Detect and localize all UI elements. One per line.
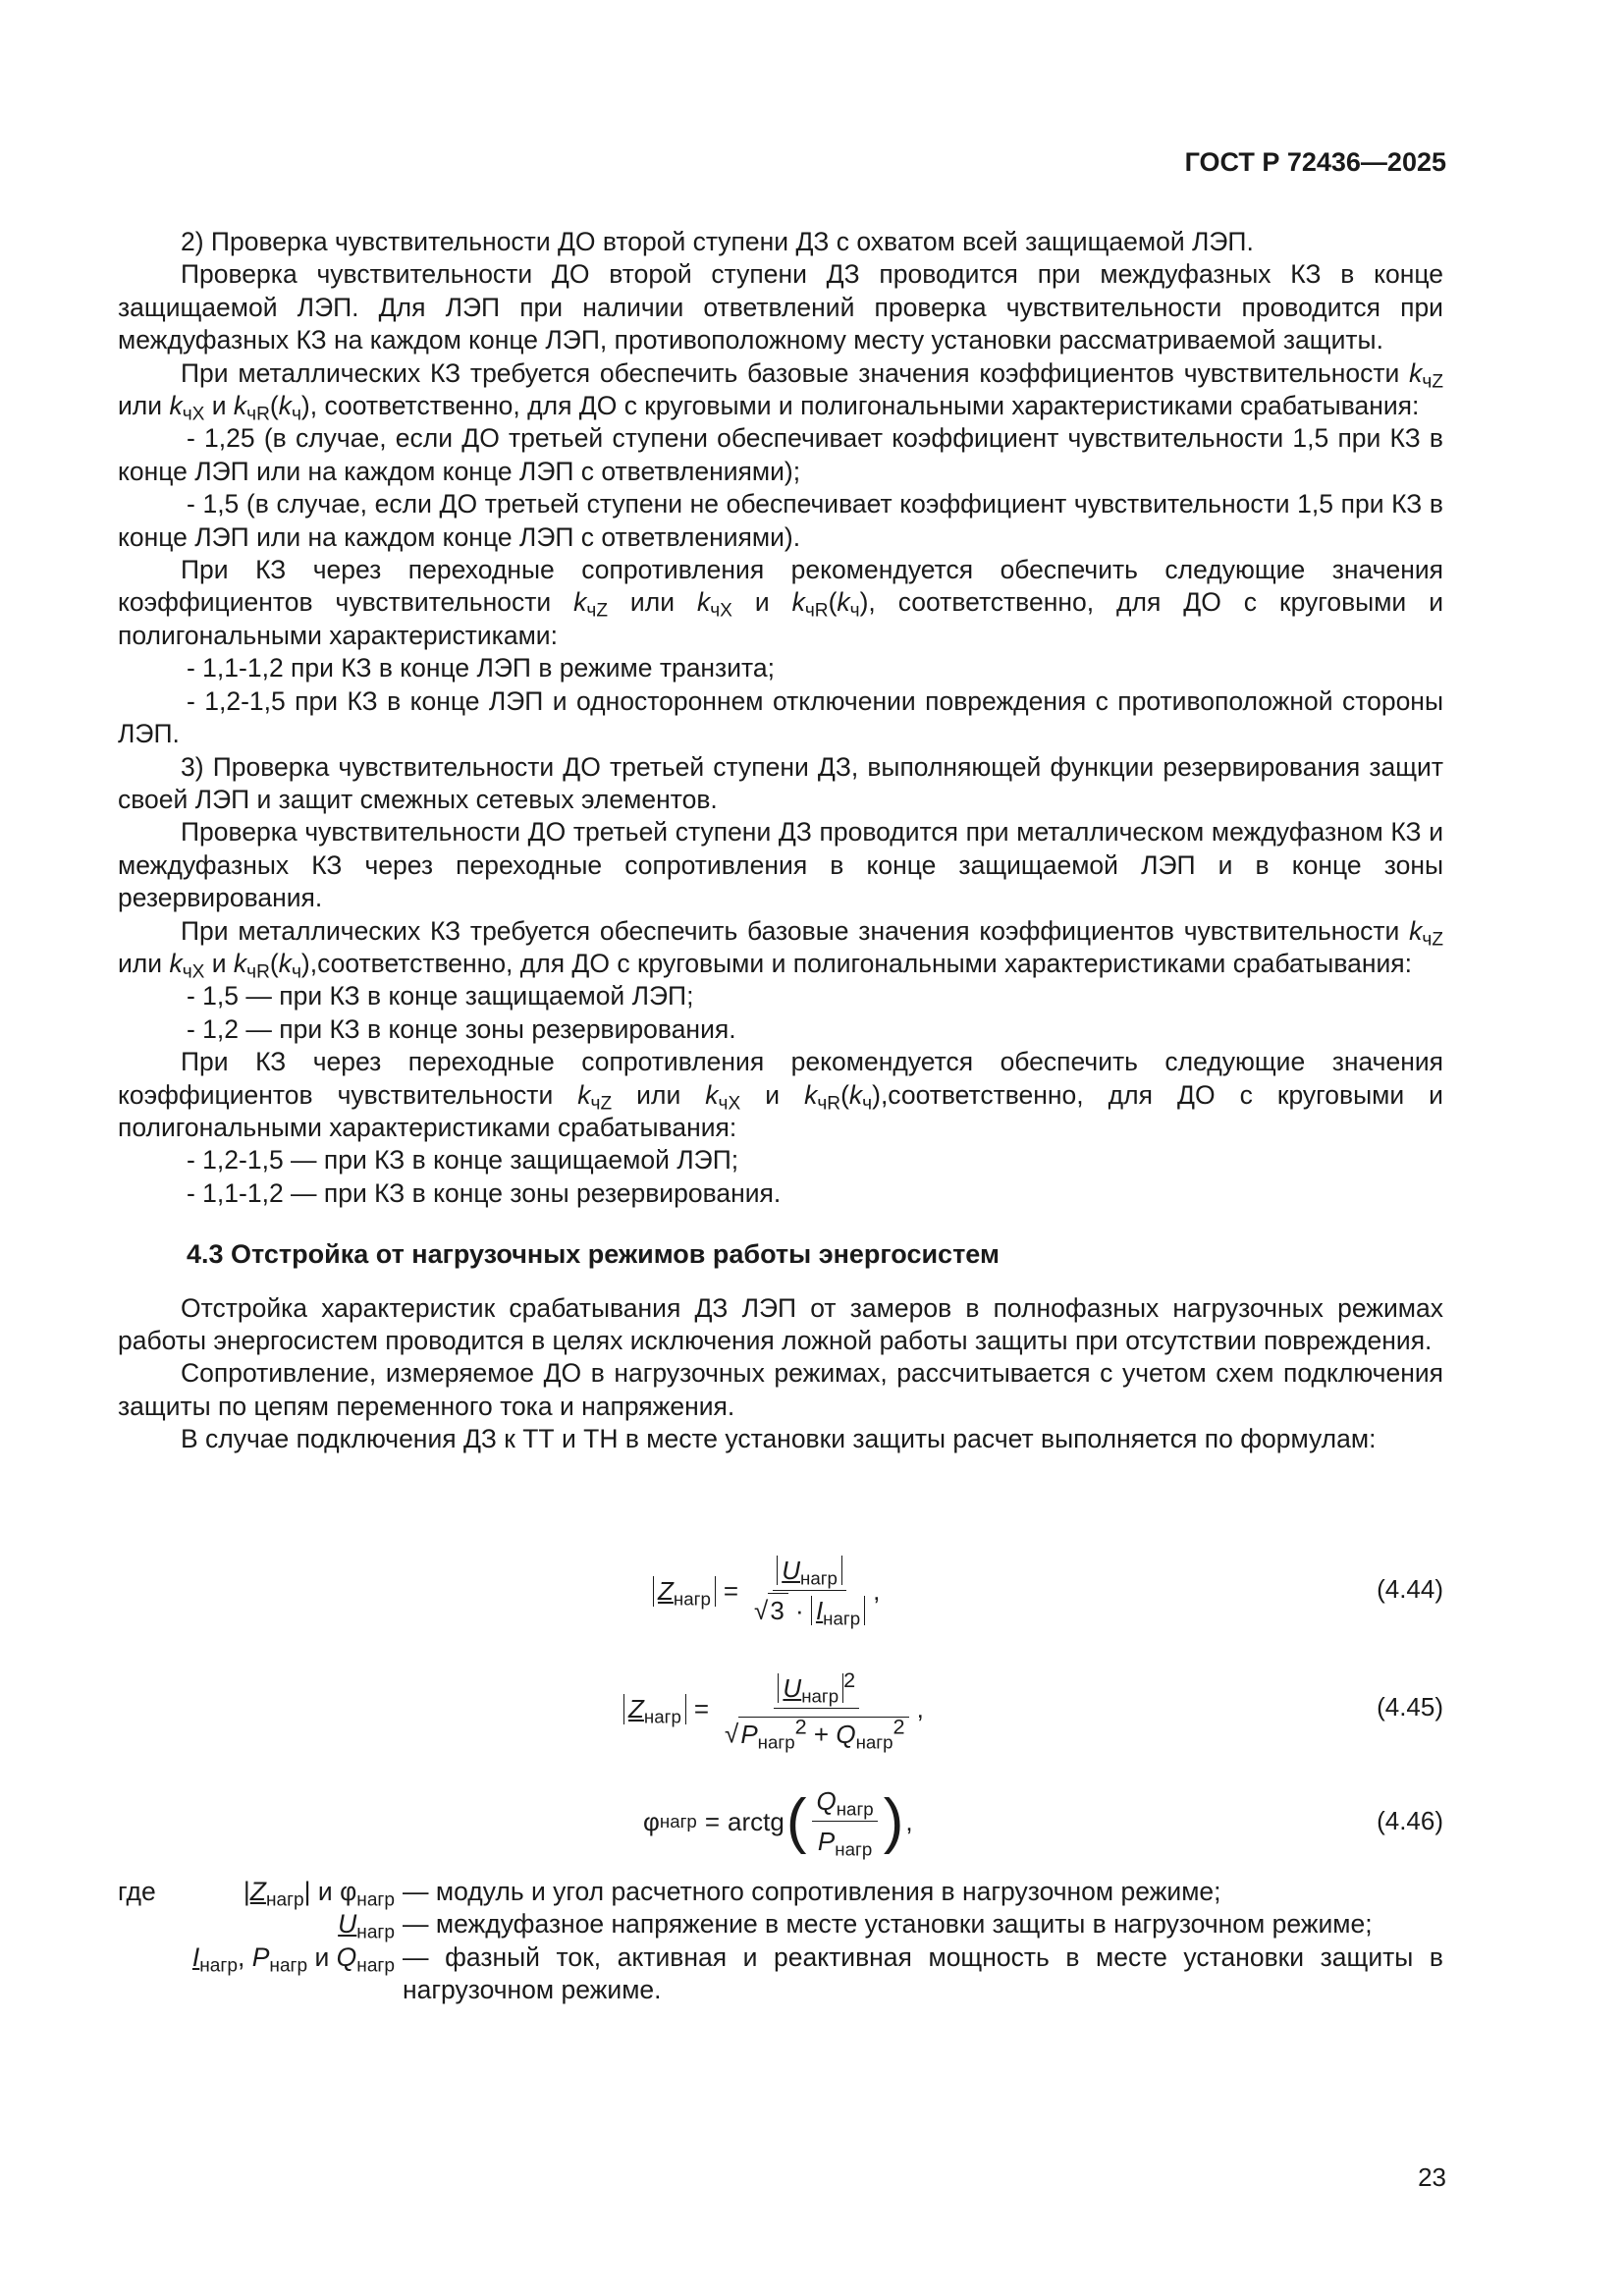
list-item: - 1,25 (в случае, если ДО третьей ступени обеспечивает коэффициент чувствительности 1,5 при КЗ в конце ЛЭП или на каждом конце ЛЭП с ответвлениями); bbox=[118, 423, 1443, 486]
list-item: - 1,1-1,2 — при КЗ в конце зоны резервирования. bbox=[187, 1177, 782, 1208]
document-header: ГОСТ Р 72436—2025 bbox=[1184, 147, 1446, 177]
paragraph: Сопротивление, измеряемое ДО в нагрузочных режимах, рассчитывается с учетом схем подключения защиты по цепям переменного тока и напряжения. bbox=[118, 1358, 1443, 1421]
paragraph: Проверка чувствительности ДО второй ступени ДЗ проводится при междуфазных КЗ в конце защищаемой ЛЭП. Для ЛЭП при наличии ответвлений проверка чувствительности проводится при междуфазных КЗ на каждом конце ЛЭП, противоположному месту установки рассматриваемой защиты. bbox=[118, 259, 1443, 355]
document-body bbox=[118, 226, 1443, 1456]
z-magnitude: $Z_{нагр}$ bbox=[653, 1576, 716, 1607]
paragraph: При металлических КЗ требуется обеспечить базовые значения коэффициентов чувствительности $k_{чZ}$ или $k_{чX}$ и $k_{чR}(k_ч)$, соответственно, для ДО с круговыми и полигональными характеристиками срабатывания: bbox=[118, 357, 1443, 425]
paragraph: При металлических КЗ требуется обеспечить базовые значения коэффициентов чувствительности $k_{чZ}$ или $k_{чX}$ и $k_{чR}(k_ч),соответственно$, для ДО с круговыми и полигональными характеристиками срабатывания: bbox=[118, 915, 1443, 983]
list-item: - 1,5 (в случае, если ДО третьей ступени не обеспечивает коэффициент чувствительности 1,5 при КЗ в конце ЛЭП или на каждом конце ЛЭП с ответвлениями). bbox=[118, 489, 1443, 552]
list-item: - 1,1-1,2 при КЗ в конце ЛЭП в режиме транзита; bbox=[187, 653, 775, 683]
paragraph: Проверка чувствительности ДО третьей ступени ДЗ проводится при металлическом междуфазном КЗ и междуфазных КЗ через переходные сопротивления в конце защищаемой ЛЭП и в конце зоны резервирования. bbox=[118, 817, 1443, 913]
section-title: 4.3 Отстройка от нагрузочных режимов работы энергосистем bbox=[187, 1239, 1000, 1270]
equation-number: (4.45) bbox=[1377, 1692, 1443, 1722]
list-item: - 1,2 — при КЗ в конце зоны резервирования. bbox=[187, 1013, 736, 1044]
equation-4-45: $Z_{нагр}$ = $\frac{U_{нагр}^2}{√P_{нагр}^2 + Q_{нагр}^2}$ , (4.45) bbox=[118, 1655, 1443, 1763]
fraction: $\frac{U_{нагр}}{√3 \cdot I_{нагр}}$ bbox=[750, 1556, 869, 1626]
paragraph: При КЗ через переходные сопротивления рекомендуется обеспечить следующие значения коэффициентов чувствительности $k_{чZ}$ или $k_{чX}$ и $k_{чR}(k_ч),соответственно$, для ДО с круговыми и полигональными характеристиками срабатывания: bbox=[118, 1047, 1443, 1142]
fraction: $\frac{U_{нагр}^2}{√P_{нагр}^2 + Q_{нагр}^2}$ bbox=[721, 1667, 913, 1749]
definition-row: $I_{нагр}$, $P_{нагр}$ и $Q_{нагр}$ — фазный ток, активная и реактивная мощность в месте установки защиты в нагрузочном режиме. bbox=[191, 1941, 1443, 2005]
list-item: - 1,2-1,5 — при КЗ в конце защищаемой ЛЭП; bbox=[187, 1145, 739, 1175]
list-item: - 1,5 — при КЗ в конце защищаемой ЛЭП; bbox=[187, 981, 694, 1011]
paragraph: При КЗ через переходные сопротивления рекомендуется обеспечить следующие значения коэффициентов чувствительности $k_{чZ}$ или $k_{чX}$ и $k_{чR}(k_ч)$, соответственно, для ДО с круговыми и полигональными характеристиками: bbox=[118, 555, 1443, 650]
definition-row: $U_{нагр}$ — междуфазное напряжение в месте установки защиты в нагрузочном режиме; bbox=[338, 1909, 1373, 1944]
list-item: - 1,2-1,5 при КЗ в конце ЛЭП и одностороннем отключении повреждения с противоположной стороны ЛЭП. bbox=[118, 685, 1443, 749]
z-magnitude: $Z_{нагр}$ bbox=[623, 1694, 686, 1724]
page-number: 23 bbox=[1418, 2162, 1446, 2192]
equation-number: (4.44) bbox=[1377, 1574, 1443, 1604]
definition-row: где $|Z_{нагр}|$ и $\varphi_{нагр}$ — модуль и угол расчетного сопротивления в нагрузочном режиме; bbox=[118, 1877, 1221, 1911]
paragraph: Отстройка характеристик срабатывания ДЗ ЛЭП от замеров в полнофазных нагрузочных режимах работы энергосистем проводится в целях исключения ложной работы защиты при отсутствии повреждения. bbox=[118, 1292, 1443, 1355]
paragraph: 2) Проверка чувствительности ДО второй ступени ДЗ с охватом всей защищаемой ЛЭП. bbox=[181, 227, 1254, 256]
paragraph: 3) Проверка чувствительности ДО третьей ступени ДЗ, выполняющей функции резервирования защит своей ЛЭП и защит смежных сетевых элементов. bbox=[118, 751, 1443, 814]
equation-4-46: φ нагр = arctg ( $\frac{Q_{нагр}}{P_{нагр}}$ ) , (4.46) bbox=[643, 1786, 1443, 1860]
equation-number: (4.46) bbox=[1377, 1806, 1443, 1835]
equation-4-44: $Z_{нагр}$ = $\frac{U_{нагр}}{√3 \cdot I_{нагр}}$ , (4.44) bbox=[118, 1537, 1443, 1645]
paragraph: В случае подключения ДЗ к ТТ и ТН в месте установки защиты расчет выполняется по формулам: bbox=[181, 1424, 1377, 1454]
fraction: $\frac{Q_{нагр}}{P_{нагр}}$ bbox=[812, 1786, 877, 1857]
variable-definitions bbox=[118, 1876, 1443, 2007]
